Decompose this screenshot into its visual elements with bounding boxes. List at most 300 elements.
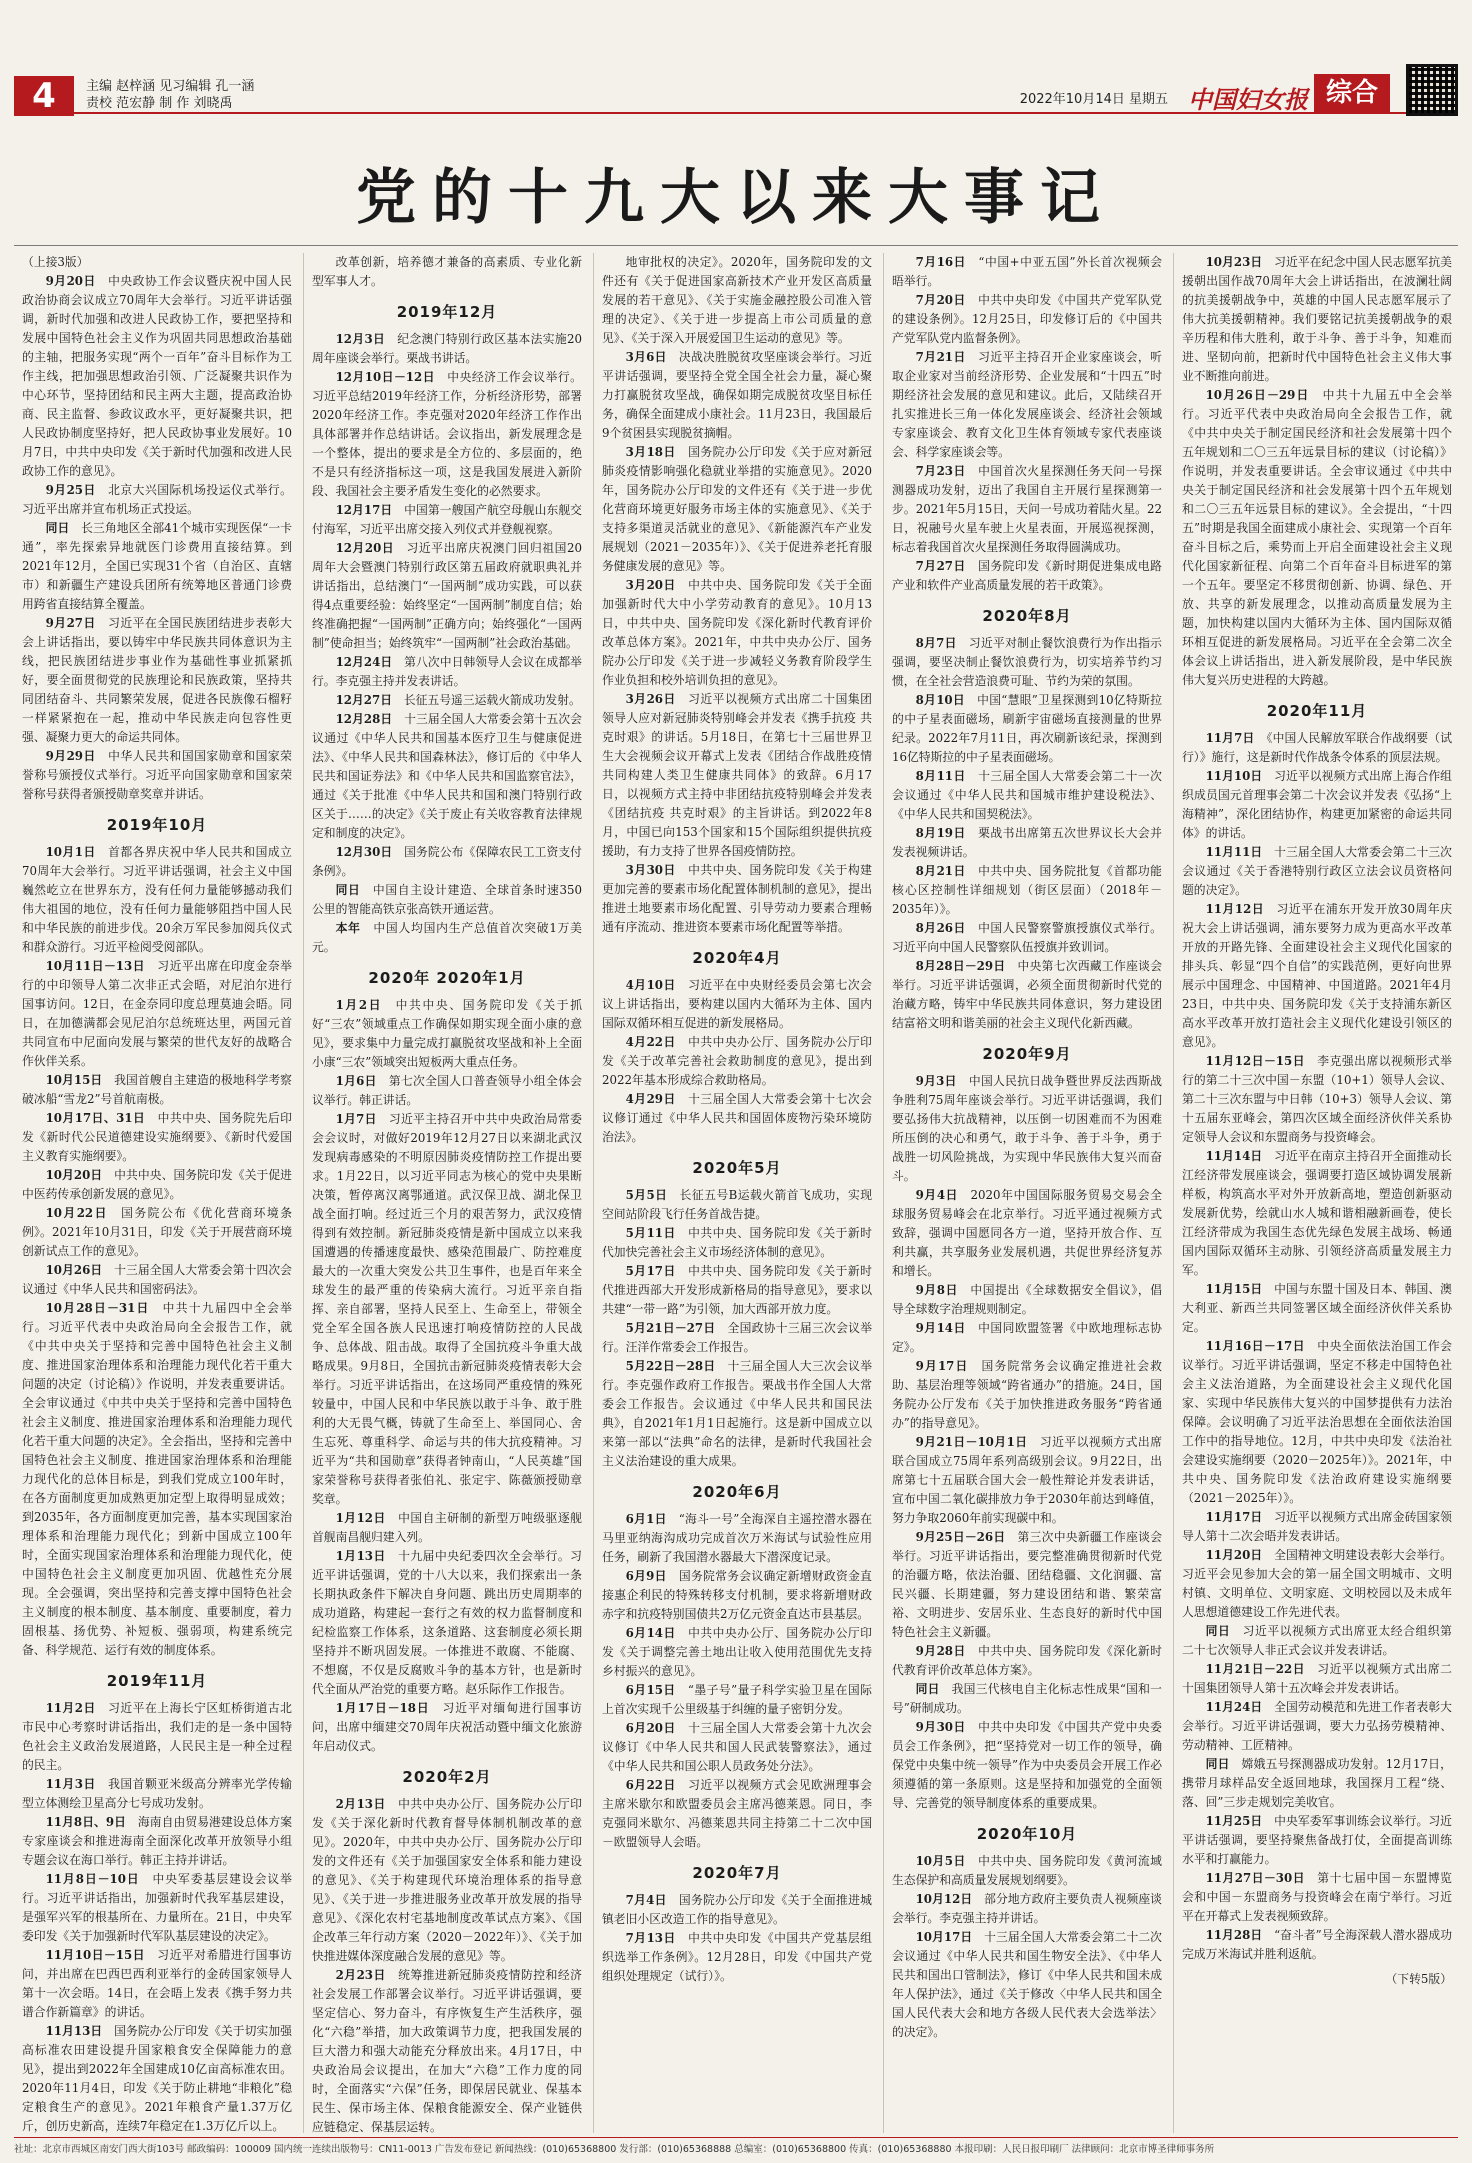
event-text: 中共中央、国务院印发《关于构建更加完善的要素市场化配置体制机制的意见》，提出推进土地要素市场化配置、引导劳动力要素合理畅通有序流动、推进资本要素市场化配置等举措。 (602, 863, 872, 934)
event-text: 中共中央、国务院印发《关于促进中医药传承创新发展的意见》。 (22, 1168, 292, 1201)
event-entry (602, 1510, 872, 1567)
event-text: 中央军委基层建设会议举行。习近平讲话指出，加强新时代我军基层建设，是强军兴军的根基所在、力量所在。21日，中央军委印发《关于加强新时代军队基层建设的决定》。 (22, 1872, 292, 1943)
event-entry (892, 1680, 1162, 1718)
event-entry (22, 747, 292, 804)
event-date: 本年 (335, 921, 374, 935)
event-entry (602, 443, 872, 576)
event-text: 中共中央办公厅、国务院办公厅印发《关于调整完善土地出让收入使用范围优先支持乡村振兴的意见》。 (602, 1626, 872, 1678)
event-entry (312, 539, 582, 653)
event-date: 1月7日 (335, 1112, 389, 1126)
event-text: 北京大兴国际机场投运仪式举行。习近平出席并宣布机场正式投运。 (22, 483, 292, 516)
event-date: 同日 (1205, 1624, 1243, 1638)
event-text: 十三届全国人大常委会第二十三次会议通过《关于香港特别行政区立法会议员资格问题的决定》。 (1182, 845, 1452, 897)
event-entry (1182, 1337, 1452, 1508)
event-entry (1182, 1869, 1452, 1926)
event-text: 习近平主持召开企业家座谈会，听取企业家对当前经济形势、企业发展和“十四五”时期经济社会发展的意见和建议。此后，又陆续召开扎实推进长三角一体化发展座谈会、经济社会领域专家座谈会、教育文化卫生体育领域专家代表座谈会、科学家座谈会等。 (892, 350, 1162, 459)
event-date: 11月8日、9日 (45, 1815, 138, 1829)
event-entry (312, 843, 582, 881)
event-entry (1182, 1280, 1452, 1337)
event-text: 习近平在中央财经委员会第七次会议上讲话指出，要构建以国内大循环为主体、国内国际双循环相互促进的新发展格局。 (602, 978, 872, 1030)
event-text: 习近平对制止餐饮浪费行为作出指示强调，要坚决制止餐饮浪费行为，切实培养节约习惯，在全社会营造浪费可耻、节约为荣的氛围。 (892, 636, 1162, 688)
event-entry (602, 1719, 872, 1776)
event-text: 决战决胜脱贫攻坚座谈会举行。习近平讲话强调，要坚持全党全国全社会力量，凝心聚力打赢脱贫攻坚战，确保如期完成脱贫攻坚目标任务，确保全面建成小康社会。11月23日，我国最后9个贫困县实现脱贫摘帽。 (602, 350, 872, 440)
event-date: 4月29日 (625, 1092, 689, 1106)
event-date: 11月10日－15日 (45, 1948, 158, 1962)
event-date: 1月17日－18日 (335, 1701, 443, 1715)
event-text: 十三届全国人大三次会议举行。李克强作政府工作报告。栗战书作全国人大常委会工作报告。会议通过《中华人民共和国民法典》，自2021年1月1日起施行。这是新中国成立以来第一部以“法典”命名的法律，是新时代我国社会主义法治建设的重大成果。 (602, 1359, 872, 1468)
footer-rule (14, 2137, 1458, 2138)
event-entry (892, 767, 1162, 824)
event-date: 12月17日 (335, 503, 405, 517)
event-date: 10月22日 (45, 1206, 122, 1220)
event-entry (22, 1166, 292, 1204)
newspaper-logo: 中国妇女报 (1188, 85, 1308, 114)
event-text: 纪念澳门特别行政区基本法实施20周年座谈会举行。栗战书讲话。 (312, 332, 582, 365)
event-entry (892, 557, 1162, 595)
event-date: 2月13日 (335, 1797, 399, 1811)
event-text: 中国第一艘国产航空母舰山东舰交付海军，习近平出席交接入列仪式并登舰视察。 (312, 503, 582, 536)
event-date: 6月14日 (625, 1626, 689, 1640)
event-text: 习近平对缅甸进行国事访问，出席中缅建交70周年庆祝活动暨中缅文化旅游年启动仪式。 (312, 1701, 582, 1753)
event-date: 8月11日 (915, 769, 979, 783)
event-date: 9月8日 (915, 1283, 971, 1297)
event-entry (1182, 253, 1452, 386)
event-text: 第三次中央新疆工作座谈会举行。习近平讲话指出，要完整准确贯彻新时代党的治疆方略，依法治疆、团结稳疆、文化润疆、富民兴疆、长期建疆，努力建设团结和谐、繁荣富裕、文明进步、安居乐业、生态良好的新时代中国特色社会主义新疆。 (892, 1530, 1162, 1639)
event-entry (1182, 1546, 1452, 1622)
event-entry (22, 1775, 292, 1813)
event-date: 11月3日 (45, 1777, 109, 1791)
event-text: 中央第七次西藏工作座谈会举行。习近平讲话强调，必须全面贯彻新时代党的治藏方略，铸牢中华民族共同体意识，努力建设团结富裕文明和谐美丽的社会主义现代化新西藏。 (892, 959, 1162, 1030)
event-date: 10月23日 (1205, 255, 1275, 269)
event-text: 习近平在全国民族团结进步表彰大会上讲话指出，要以铸牢中华民族共同体意识为主线，把民族团结进步事业作为基础性事业抓紧抓好，要全面贯彻党的民族理论和民族政策，坚持共同团结奋斗、共同繁荣发展，促进各民族像石榴籽一样紧紧抱在一起，推动中华民族走向包容性更强、凝聚力更大的命运共同体。 (22, 616, 292, 744)
event-date: 7月27日 (915, 559, 979, 573)
event-date: 8月19日 (915, 826, 979, 840)
column-4 (892, 253, 1162, 2133)
event-text: 我国首艘自主建造的极地科学考察破冰船“雪龙2”号首航南极。 (22, 1073, 292, 1106)
event-date: 11月25日 (1205, 1814, 1275, 1828)
event-date: 8月10日 (915, 693, 978, 707)
event-entry (22, 1109, 292, 1166)
event-text: 国务院公布《保障农民工工资支付条例》。 (312, 845, 582, 878)
event-text: 中共中央印发《中国共产党基层组织选举工作条例》。12月28日，印发《中国共产党组织处理规定（试行）》。 (602, 1931, 872, 1983)
event-date: 8月21日 (915, 864, 979, 878)
event-entry (1182, 1926, 1452, 1964)
event-text: 习近平对希腊进行国事访问，并出席在巴西巴西利亚举行的金砖国家领导人第十一次会晤。14日，在会晤上发表《携手努力共谱合作新篇章》的讲话。 (22, 1948, 292, 2019)
event-entry (22, 2022, 292, 2133)
event-entry (312, 881, 582, 919)
event-date: 5月17日 (625, 1264, 689, 1278)
event-text: 中共中央、国务院印发《关于抓好“三农”领域重点工作确保如期实现全面小康的意见》，要求集中力量完成打赢脱贫攻坚战和补上全面小康“三农”领域突出短板两大重点任务。 (312, 998, 582, 1069)
event-entry (22, 1813, 292, 1870)
event-text: 嫦娥五号探测器成功发射。12月17日，携带月球样品安全返回地球，我国探月工程“绕、落、回”三步走规划完美收官。 (1182, 1757, 1452, 1809)
event-text: 中共十九届四中全会举行。习近平代表中央政治局向全会报告工作，就《中共中央关于坚持和完善中国特色社会主义制度、推进国家治理体系和治理能力现代化若干重大问题的决定（讨论稿）》作说明，并发表重要讲话。全会审议通过《中共中央关于坚持和完善中国特色社会主义制度、推进国家治理体系和治理能力现代化若干重大问题的决定》。全会指出，坚持和完善中国特色社会主义制度、推进国家治理体系和治理能力现代化的总体目标是，到我们党成立100年时，在各方面制度更加成熟更加定型上取得明显成效；到2035年，各方面制度更加完善，基本实现国家治理体系和治理能力现代化；到新中国成立100年时，全面实现国家治理体系和治理能力现代化，使中国特色社会主义制度更加巩固、优越性充分展现。全会强调，突出坚持和完善支撑中国特色社会主义制度的根本制度、基本制度、重要制度，着力固根基、扬优势、补短板、强弱项，构建系统完备、科学规范、运行有效的制度体系。 (22, 1301, 292, 1657)
event-entry (22, 614, 292, 747)
event-date: 9月28日 (915, 1644, 979, 1658)
event-date: 6月20日 (625, 1721, 689, 1735)
date-heading: 2019年11月 (106, 1672, 208, 1690)
event-text: 中共中央、国务院印发《关于全面加强新时代大中小学劳动教育的意见》。10月13日，中共中央、国务院印发《深化新时代教育评价改革总体方案》。2021年，中共中央办公厅、国务院办公厅印发《关于进一步减轻义务教育阶段学生作业负担和校外培训负担的意见》。 (602, 578, 872, 687)
event-text: 海南自由贸易港建设总体方案专家座谈会和推进海南全面深化改革开放领导小组专题会议在海口举行。韩正主持并讲话。 (22, 1815, 292, 1867)
event-text: 习近平以视频方式出席亚太经合组织第二十七次领导人非正式会议并发表讲话。 (1182, 1624, 1452, 1657)
event-entry (312, 653, 582, 691)
event-text: 国务院办公厅印发《关于全面推进城镇老旧小区改造工作的指导意见》。 (602, 1893, 872, 1926)
event-text: 中共中央、国务院印发《关于新时代推进西部大开发形成新格局的指导意见》，要求以共建“一带一路”为引领，加大西部开放力度。 (602, 1264, 872, 1316)
event-date: 11月20日 (1205, 1548, 1275, 1562)
event-date: 11月8日－10日 (45, 1872, 153, 1886)
event-entry (602, 576, 872, 690)
event-text: 十三届全国人大常委会第十七次会议修订通过《中华人民共和国固体废物污染环境防治法》。 (602, 1092, 872, 1144)
event-date: 11月16日－17日 (1205, 1339, 1318, 1353)
event-text: 中国人民警察警旗授旗仪式举行。习近平向中国人民警察队伍授旗并致训词。 (892, 921, 1162, 954)
event-date: 同日 (45, 521, 82, 535)
event-text: 习近平以视频方式出席二十国集团领导人第十五次峰会并发表讲话。 (1182, 1662, 1452, 1695)
event-text: 中共中央印发《中国共产党中央委员会工作条例》，把“坚持党对一切工作的领导，确保党中央集中统一领导”作为中央委员会开展工作必须遵循的第一条原则。这是坚持和加强党的全面领导、完善党的领导制度体系的重要成果。 (892, 1720, 1162, 1810)
event-text: 中共中央、国务院批复《首都功能核心区控制性详细规划（街区层面）（2018年－2035年）》。 (892, 864, 1162, 916)
event-date: 9月3日 (915, 1074, 969, 1088)
event-entry (22, 1870, 292, 1946)
page-number: 4 (14, 76, 74, 116)
continuation-text: 改革创新，培养德才兼备的高素质、专业化新型军事人才。 (312, 255, 582, 288)
date-heading: 2020年11月 (1266, 702, 1368, 720)
event-text: “海斗一号”全海深自主遥控潜水器在马里亚纳海沟成功完成首次万米海试与试验性应用任务，刷新了我国潜水器最大下潜深度记录。 (602, 1512, 872, 1564)
event-date: 同日 (335, 883, 373, 897)
event-date: 1月13日 (335, 1549, 399, 1563)
event-text: 中共中央办公厅、国务院办公厅印发《关于深化新时代教育督导体制机制改革的意见》。2020年，中共中央办公厅、国务院办公厅印发的文件还有《关于加强国家安全体系和能力建设的意见》、《关于构建现代环境治理体系的指导意见》、《关于进一步推进服务业改革开放发展的指导意见》、《深化农村宅基地制度改革试点方案》、《国企改革三年行动方案（2020－2022年）》、《关于加快推进媒体深度融合发展的意见》等。 (312, 1797, 582, 1963)
event-entry (1182, 767, 1452, 843)
event-entry (22, 272, 292, 481)
event-date: 3月6日 (625, 350, 679, 364)
date-heading: 2020年5月 (692, 1159, 782, 1177)
event-entry (22, 843, 292, 957)
event-entry (602, 1186, 872, 1224)
event-date: 6月15日 (625, 1683, 688, 1697)
headline-rule (14, 245, 1458, 246)
event-text: 习近平以视频方式会见欧洲理事会主席米歇尔和欧盟委员会主席冯德莱恩。同日，李克强同米歇尔、冯德莱恩共同主持第二十二次中国－欧盟领导人会晤。 (602, 1778, 872, 1849)
event-entry (22, 1299, 292, 1660)
event-date: 2月23日 (335, 1968, 399, 1982)
event-date: 5月11日 (625, 1226, 689, 1240)
event-entry (602, 1681, 872, 1719)
event-text: 十九届中央纪委四次全会举行。习近平讲话强调，党的十八大以来，我们探索出一条长期执政条件下解决自身问题、跳出历史周期率的成功道路，构建起一套行之有效的权力监督制度和纪检监察工作体系，这条道路、这套制度必须长期坚持并不断巩固发展。一体推进不敢腐、不能腐、不想腐，不仅是反腐败斗争的基本方针，也是新时代全面从严治党的重要方略。赵乐际作工作报告。 (312, 1549, 582, 1696)
event-date: 1月2日 (335, 998, 396, 1012)
event-text: 习近平在南京主持召开全面推动长江经济带发展座谈会，强调要打造区域协调发展新样板，构筑高水平对外开放新高地，塑造创新驱动发展新优势，绘就山水人城和谐相融新画卷，使长江经济带成为我国生态优先绿色发展主战场、畅通国内国际双循环主动脉、引领经济高质量发展主力军。 (1182, 1149, 1452, 1277)
event-entry (22, 957, 292, 1071)
event-date: 5月5日 (625, 1188, 680, 1202)
date-heading: 2020年7月 (692, 1864, 782, 1882)
event-date: 10月26日 (45, 1263, 115, 1277)
event-text: 中国人民抗日战争暨世界反法西斯战争胜利75周年座谈会举行。习近平讲话强调，我们要弘扬伟大抗战精神，以压倒一切困难而不为困难所压倒的决心和勇气，敢于斗争、善于斗争，勇于战胜一切风险挑战，为实现中华民族伟大复兴而奋斗。 (892, 1074, 1162, 1183)
date-heading: 2020年8月 (982, 607, 1072, 625)
event-text: 长征五号B运载火箭首飞成功，实现空间站阶段飞行任务首战告捷。 (602, 1188, 872, 1221)
event-text: 中共中央、国务院印发《黄河流域生态保护和高质量发展规划纲要》。 (892, 1854, 1162, 1887)
event-text: 习近平以视频方式出席金砖国家领导人第十二次会晤并发表讲话。 (1182, 1510, 1452, 1543)
event-text: 中共中央、国务院印发《深化新时代教育评价改革总体方案》。 (892, 1644, 1162, 1677)
event-date: 5月22日－28日 (625, 1359, 728, 1373)
event-entry (892, 253, 1162, 291)
event-date: 10月20日 (45, 1168, 115, 1182)
event-text: 2020年中国国际服务贸易交易会全球服务贸易峰会在北京举行。习近平通过视频方式致辞，强调中国愿同各方一道，坚持开放合作、互利共赢，共享服务业发展机遇，共促世界经济复苏和增长。 (892, 1188, 1162, 1278)
event-entry (312, 1699, 582, 1756)
event-text: 习近平在浦东开发开放30周年庆祝大会上讲话强调，浦东要努力成为更高水平改革开放的开路先锋、全面建设社会主义现代化国家的排头兵、彰显“四个自信”的实践范例，更好向世界展示中国理念、中国精神、中国道路。2021年4月23日，中共中央、国务院印发《关于支持浦东新区高水平改革开放打造社会主义现代化建设引领区的意见》。 (1182, 902, 1452, 1049)
event-date: 11月14日 (1205, 1149, 1275, 1163)
event-entry (1182, 1508, 1452, 1546)
event-entry (892, 957, 1162, 1033)
event-entry (1182, 1052, 1452, 1147)
event-entry (1182, 843, 1452, 900)
event-text: 国务院办公厅印发《关于切实加强高标准农田建设提升国家粮食安全保障能力的意见》，提出到2022年全国建成10亿亩高标准农田。2020年11月4日，印发《关于防止耕地“非粮化”稳定粮食生产的意见》。2021年粮食产量1.37万亿斤，创历史新高，连续7年稳定在1.3万亿斤以上。 (22, 2024, 292, 2133)
event-text: 中共中央、国务院印发《关于新时代加快完善社会主义市场经济体制的意见》。 (602, 1226, 872, 1259)
date-heading: 2020年 2020年1月 (368, 969, 526, 987)
event-text: 长三角地区全部41个城市实现医保“一卡通”，率先探索异地就医门诊费用直接结算。到2021年12月，全国已实现31个省（自治区、直辖市）和新疆生产建设兵团所有统筹地区普通门诊费用跨省直接结算全覆盖。 (22, 521, 292, 611)
event-date: 10月26日－29日 (1205, 388, 1323, 402)
event-entry (892, 1319, 1162, 1357)
event-entry (312, 996, 582, 1072)
event-text: 国务院常务会议确定新增财政资金直接惠企利民的特殊转移支付机制，要求将新增财政赤字和抗疫特别国债共2万亿元资金直达市县基层。 (602, 1569, 872, 1621)
event-entry (1182, 1755, 1452, 1812)
event-text: 全国劳动模范和先进工作者表彰大会举行。习近平讲话强调，要大力弘扬劳模精神、劳动精神、工匠精神。 (1182, 1700, 1452, 1752)
event-text: 全国精神文明建设表彰大会举行。习近平会见参加大会的第一届全国文明城市、文明村镇、文明单位、文明家庭、文明校园以及未成年人思想道德建设工作先进代表。 (1182, 1548, 1452, 1619)
event-date: 6月9日 (625, 1569, 679, 1583)
event-date: 11月21日－22日 (1205, 1662, 1318, 1676)
event-text: 李克强出席以视频形式举行的第二十三次中国－东盟（10+1）领导人会议、第二十三次东盟与中日韩（10+3）领导人会议、第十五届东亚峰会，第四次区域全面经济伙伴关系协定领导人会议和东盟商务与投资峰会。 (1182, 1054, 1452, 1144)
event-text: 中共中央、国务院先后印发《新时代公民道德建设实施纲要》、《新时代爱国主义教育实施纲要》。 (22, 1111, 292, 1163)
event-entry (22, 1699, 292, 1775)
date-heading: 2019年12月 (396, 303, 498, 321)
event-entry (602, 1357, 872, 1471)
event-entry (312, 330, 582, 368)
event-text: 中国自主设计建造、全球首条时速350公里的智能高铁京张高铁开通运营。 (312, 883, 582, 916)
column-1 (22, 253, 292, 2133)
event-entry (602, 1224, 872, 1262)
event-text: 习近平出席庆祝澳门回归祖国20周年大会暨澳门特别行政区第五届政府就职典礼并讲话指出，总结澳门“一国两制”成功实践，可以获得4点重要经验：始终坚定“一国两制”制度自信；始终准确把握“一国两制”正确方向；始终强化“一国两制”使命担当；始终筑牢“一国两制”社会政治基础。 (312, 541, 582, 650)
event-date: 12月10日－12日 (335, 370, 448, 384)
event-date: 6月22日 (625, 1778, 689, 1792)
event-date: 4月10日 (625, 978, 689, 992)
event-date: 9月30日 (915, 1720, 979, 1734)
event-date: 11月2日 (45, 1701, 109, 1715)
event-entry (892, 691, 1162, 767)
event-entry (602, 1090, 872, 1147)
event-entry (602, 1624, 872, 1681)
event-text: 十三届全国人大常委会第二十一次会议通过《中华人民共和国城市维护建设税法》、《中华人民共和国契税法》。 (892, 769, 1162, 821)
event-date: 9月20日 (45, 274, 109, 288)
event-entry (892, 1718, 1162, 1813)
event-text: 习近平以视频方式出席联合国成立75周年系列高级别会议。9月22日，出席第七十五届联合国大会一般性辩论并发表讲话，宣布中国二氧化碳排放力争于2030年前达到峰值，努力争取2060年前实现碳中和。 (892, 1435, 1162, 1525)
event-date: 同日 (915, 1682, 952, 1696)
event-text: 首都各界庆祝中华人民共和国成立70周年大会举行。习近平讲话强调，社会主义中国巍然屹立在世界东方，没有任何力量能够撼动我们伟大祖国的地位，没有任何力量能够阻挡中国人民和中华民族的前进步伐。20余万军民参加阅兵仪式和群众游行。习近平检阅受阅部队。 (22, 845, 292, 954)
event-date: 10月11日－13日 (45, 959, 158, 973)
event-date: 11月11日 (1205, 845, 1275, 859)
event-text: 中共中央印发《中国共产党军队党的建设条例》。12月25日，印发修订后的《中国共产党军队党内监督条例》。 (892, 293, 1162, 345)
event-entry (602, 976, 872, 1033)
event-date: 12月30日 (335, 845, 405, 859)
event-entry (602, 1567, 872, 1624)
event-entry (312, 691, 582, 710)
event-date: 9月4日 (915, 1188, 971, 1202)
event-date: 12月3日 (335, 332, 398, 346)
event-entry (602, 1776, 872, 1852)
event-date: 8月26日 (915, 921, 979, 935)
event-entry (892, 1433, 1162, 1528)
event-text: 第七次全国人口普查领导小组全体会议举行。韩正讲话。 (312, 1074, 582, 1107)
event-entry (892, 919, 1162, 957)
event-date: 7月21日 (915, 350, 979, 364)
event-entry (1182, 729, 1452, 767)
event-date: 9月17日 (915, 1359, 982, 1373)
event-text: 我国三代核电自主化标志性成果“国和一号”研制成功。 (892, 1682, 1162, 1715)
event-date: 12月20日 (335, 541, 407, 555)
event-entry (892, 634, 1162, 691)
event-entry (312, 1966, 582, 2133)
event-entry (892, 462, 1162, 557)
event-date: 9月25日 (45, 483, 109, 497)
event-date: 10月5日 (915, 1854, 979, 1868)
column-2 (312, 253, 582, 2133)
event-text: 我国首颗亚米级高分辨率光学传输型立体测绘卫星高分七号成功发射。 (22, 1777, 292, 1810)
event-entry (1182, 1812, 1452, 1869)
event-text: 统筹推进新冠肺炎疫情防控和经济社会发展工作部署会议举行。习近平讲话强调，要坚定信心、努力奋斗，有序恢复生产生活秩序，强化“六稳”举措，加大政策调节力度，把我国发展的巨大潜力和强大动能充分释放出来。4月17日，中央政治局会议提出，在加大“六稳”工作力度的同时，全面落实“六保”任务，即保居民就业、保基本民生、保市场主体、保粮食能源安全、保产业链供应链稳定、保基层运转。 (312, 1968, 582, 2133)
event-entry (892, 348, 1162, 462)
event-entry (892, 1357, 1162, 1433)
event-date: 8月28日－29日 (915, 959, 1018, 973)
event-text: 习近平在纪念中国人民志愿军抗美援朝出国作战70周年大会上讲话指出，在波澜壮阔的抗美援朝战争中，英雄的中国人民志愿军展示了伟大抗美援朝精神。我们要铭记抗美援朝战争的艰辛历程和伟大胜利，敢于斗争、善于斗争，知难而进、坚韧向前，把新时代中国特色社会主义伟大事业不断推向前进。 (1182, 255, 1452, 383)
qr-code-icon (1406, 64, 1458, 116)
event-entry (22, 1261, 292, 1299)
event-entry (1182, 1698, 1452, 1755)
event-entry (602, 1262, 872, 1319)
event-text: 习近平出席在印度金奈举行的中印领导人第二次非正式会晤，对尼泊尔进行国事访问。12日，在金奈同印度总理莫迪会晤。同日，在加德满都会见尼泊尔总统班达里，两国元首共同宣布中尼面向发展与繁荣的世代友好的战略合作伙伴关系。 (22, 959, 292, 1068)
event-text: 中国首次火星探测任务天问一号探测器成功发射，迈出了我国自主开展行星探测第一步。2021年5月15日，天问一号成功着陆火星。22日，祝融号火星车驶上火星表面，开展巡视探测，标志着我国首次火星探测任务取得圆满成功。 (892, 464, 1162, 554)
date-heading: 2020年4月 (692, 949, 782, 967)
event-date: 1月12日 (335, 1511, 399, 1525)
event-text: “墨子号”量子科学实验卫星在国际上首次实现千公里级基于纠缠的量子密钥分发。 (602, 1683, 872, 1716)
event-date: 11月28日 (1205, 1928, 1275, 1942)
event-text: 十三届全国人大常委会第十九次会议修订《中华人民共和国人民武装警察法》，通过《中华人民共和国公职人员政务处分法》。 (602, 1721, 872, 1773)
headline: 党的十九大以来大事记 (356, 163, 1116, 233)
event-date: 11月12日－15日 (1205, 1054, 1318, 1068)
event-text: 习近平主持召开中共中央政治局常委会会议时，对做好2019年12月27日以来湖北武汉发现病毒感染的不明原因肺炎疫情防控工作提出要求。1月22日，以习近平同志为核心的党中央果断决策，暂停离汉离鄂通道。武汉保卫战、湖北保卫战全面打响。经过近三个月的艰苦努力，武汉疫情得到有效控制。新冠肺炎疫情是新中国成立以来我国遭遇的传播速度最快、感染范围最广、防控难度最大的一次重大突发公共卫生事件，也是百年来全球发生的最严重的传染病大流行。习近平亲自指挥、亲自部署，坚持人民至上、生命至上，带领全党全军全国各族人民迅速打响疫情防控的人民战争、总体战、阻击战。取得了全国抗疫斗争重大战略成果。9月8日，全国抗击新冠肺炎疫情表彰大会举行。习近平讲话指出，在这场同严重疫情的殊死较量中，中国人民和中华民族以敢于斗争、敢于胜利的大无畏气概，铸就了生命至上、举国同心、舍生忘死、尊重科学、命运与共的伟大抗疫精神。习近平为“共和国勋章”获得者钟南山，“人民英雄”国家荣誉称号获得者张伯礼、张定宇、陈薇颁授勋章奖章。 (312, 1112, 582, 1506)
event-date: 3月18日 (625, 445, 689, 459)
column-divider (303, 253, 304, 2133)
column-3 (602, 253, 872, 2133)
event-text: 中央军委军事训练会议举行。习近平讲话强调，要坚持聚焦备战打仗，全面提高训练水平和打赢能力。 (1182, 1814, 1452, 1866)
event-date: 9月21日－10月1日 (915, 1435, 1040, 1449)
event-date: 11月13日 (45, 2024, 115, 2038)
event-date: 6月1日 (625, 1512, 679, 1526)
date-heading: 2019年10月 (106, 816, 208, 834)
event-text: 中华人民共和国国家勋章和国家荣誉称号颁授仪式举行。习近平向国家勋章和国家荣誉称号获得者颁授勋章奖章并讲话。 (22, 749, 292, 801)
event-text: 中国“慧眼”卫星探测到10亿特斯拉的中子星表面磁场，刷新宇宙磁场直接测量的世界纪录。2022年7月11日，再次刷新该纪录，探测到16亿特斯拉的中子星表面磁场。 (892, 693, 1162, 764)
event-entry (892, 1852, 1162, 1890)
issue-date: 2022年10月14日 星期五 (1019, 92, 1168, 107)
event-entry (312, 1547, 582, 1699)
continuation-text: （下转5版） (1385, 1972, 1452, 1986)
event-text: 习近平以视频方式出席二十国集团领导人应对新冠肺炎特别峰会并发表《携手抗疫 共克时艰》的讲话。5月18日，在第七十三届世界卫生大会视频会议开幕式上发表《团结合作战胜疫情 共同构建人类卫生健康共同体》的致辞。6月17日，以视频方式主持中非团结抗疫特别峰会并发表《团结抗疫 共克时艰》的主旨讲话。到2022年8月，中国已向153个国家和15个国际组织提供抗疫援助，有力支持了世界各国疫情防控。 (602, 692, 872, 858)
event-text: 中共中央办公厅、国务院办公厅印发《关于改革完善社会救助制度的意见》，提出到2022年基本形成综合救助格局。 (602, 1035, 872, 1087)
event-text: 十三届全国人大常委会第二十二次会议通过《中华人民共和国生物安全法》、《中华人民共和国出口管制法》，修订《中华人民共和国未成年人保护法》，通过《关于修改〈中华人民共和国全国人民代表大会和地方各级人民代表大会选举法〉的决定》。 (892, 1930, 1162, 2039)
event-text: 中国自主研制的新型万吨级驱逐舰首舰南昌舰归建入列。 (312, 1511, 582, 1544)
event-entry (892, 1186, 1162, 1281)
event-date: 11月12日 (1205, 902, 1277, 916)
event-date: 11月7日 (1205, 731, 1267, 745)
event-entry (892, 824, 1162, 862)
event-date: 11月24日 (1205, 1700, 1275, 1714)
event-entry (892, 862, 1162, 919)
event-entry (602, 1033, 872, 1090)
event-entry (312, 919, 582, 957)
event-text: 中国人均国内生产总值首次突破1万美元。 (312, 921, 582, 954)
event-date: 11月17日 (1205, 1510, 1275, 1524)
event-text: 国务院印发《新时期促进集成电路产业和软件产业高质量发展的若干政策》。 (892, 559, 1162, 592)
event-date: 9月25日－26日 (915, 1530, 1018, 1544)
event-entry (312, 710, 582, 843)
event-entry (602, 861, 872, 937)
event-text: 部分地方政府主要负责人视频座谈会举行。李克强主持并讲话。 (892, 1892, 1162, 1925)
event-entry (1182, 386, 1452, 690)
event-entry (22, 1071, 292, 1109)
event-text: 第八次中日韩领导人会议在成都举行。李克强主持并发表讲话。 (312, 655, 582, 688)
editors-line-1: 主编 赵梓涵 见习编辑 孔一涵 (86, 79, 255, 94)
event-text: 栗战书出席第五次世界议长大会并发表视频讲话。 (892, 826, 1162, 859)
event-entry (312, 1795, 582, 1966)
event-entry (312, 501, 582, 539)
event-date: 10月15日 (45, 1073, 115, 1087)
event-entry (892, 1928, 1162, 2042)
event-date: 7月16日 (915, 255, 979, 269)
event-text: 中共十九届五中全会举行。习近平代表中央政治局向全会报告工作，就《中共中央关于制定国民经济和社会发展第十四个五年规划和二〇三五年远景目标的建议（讨论稿）》作说明，并发表重要讲话。全会审议通过《中共中央关于制定国民经济和社会发展第十四个五年规划和二〇三五年远景目标的建议》。全会提出，“十四五”时期是我国全面建成小康社会、实现第一个百年奋斗目标之后，乘势而上开启全面建设社会主义现代化国家新征程、向第二个百年奋斗目标进军的第一个五年。要坚定不移贯彻创新、协调、绿色、开放、共享的新发展理念，以推动高质量发展为主题，加快构建以国内大循环为主体、国内国际双循环相互促进的新发展格局。习近平在全会第二次全体会议上讲话指出，进入新发展阶段，是中华民族伟大复兴历史进程的大跨越。 (1182, 388, 1452, 687)
event-text: 习近平以视频方式出席上海合作组织成员国元首理事会第二十次会议并发表《弘扬“上海精神”，深化团结协作，构建更加紧密的命运共同体》的讲话。 (1182, 769, 1452, 840)
event-text: 国务院常务会议确定推进社会救助、基层治理等领域“跨省通办”的措施。24日，国务院办公厅发布《关于加快推进政务服务“跨省通办”的指导意见》。 (892, 1359, 1162, 1430)
event-date: 12月24日 (335, 655, 405, 669)
column-divider (1173, 253, 1174, 2133)
event-text: 十三届全国人大常委会第十四次会议通过《中华人民共和国密码法》。 (22, 1263, 292, 1296)
column-divider (593, 253, 594, 2133)
event-entry (892, 1890, 1162, 1928)
event-date: 3月20日 (625, 578, 689, 592)
column-5 (1182, 253, 1452, 2133)
event-entry (312, 368, 582, 501)
page-header (14, 78, 1458, 114)
date-heading: 2020年2月 (402, 1768, 492, 1786)
event-text: 中央全面依法治国工作会议举行。习近平讲话强调，坚定不移走中国特色社会主义法治道路，为全面建设社会主义现代化国家、实现中华民族伟大复兴的中国梦提供有力法治保障。会议明确了习近平法治思想在全面依法治国工作中的指导地位。12月，中共中央印发《法治社会建设实施纲要（2020－2025年）》。2021年，中共中央、国务院印发《法治政府建设实施纲要（2021－2025年）》。 (1182, 1339, 1452, 1505)
event-entry (22, 519, 292, 614)
event-date: 9月29日 (45, 749, 109, 763)
event-entry (892, 1528, 1162, 1642)
event-text: 中国提出《全球数据安全倡议》，倡导全球数字治理规则制定。 (892, 1283, 1162, 1316)
event-entry (602, 690, 872, 861)
event-date: 5月21日－27日 (625, 1321, 728, 1335)
event-entry (892, 1281, 1162, 1319)
event-date: 7月20日 (915, 293, 979, 307)
event-entry (22, 1946, 292, 2022)
event-date: 10月1日 (45, 845, 109, 859)
event-text: 习近平在上海长宁区虹桥街道古北市民中心考察时讲话指出，我们走的是一条中国特色社会主义政治发展道路，人民民主是一种全过程的民主。 (22, 1701, 292, 1772)
date-heading: 2020年6月 (692, 1483, 782, 1501)
event-entry (312, 1110, 582, 1509)
event-text: 中央政协工作会议暨庆祝中国人民政治协商会议成立70周年大会举行。习近平讲话强调，新时代加强和改进人民政协工作，要把坚持和发展中国特色社会主义作为巩固共同思想政治基础的主轴，把服务实现“两个一百年”奋斗目标作为工作主线，把加强思想政治引领、广泛凝聚共识作为中心环节，坚持团结和民主两大主题，提高政治协商、民主监督、参政议政水平，更好凝聚共识，把人民政协制度坚持好，把人民政协事业发展好。10月7日，中共中央印发《关于新时代加强和改进人民政协工作的意见》。 (22, 274, 292, 478)
event-date: 10月12日 (915, 1892, 985, 1906)
event-entry (602, 1929, 872, 1986)
event-date: 9月27日 (45, 616, 109, 630)
event-date: 7月13日 (625, 1931, 689, 1945)
event-text: 《中国人民解放军联合作战纲要（试行）》施行，这是新时代作战条令体系的顶层法规。 (1182, 731, 1452, 764)
event-text: 第十七届中国－东盟博览会和中国－东盟商务与投资峰会在南宁举行。习近平在开幕式上发表视频致辞。 (1182, 1871, 1452, 1923)
event-text: “奋斗者”号全海深载人潜水器成功完成万米海试并胜利返航。 (1182, 1928, 1452, 1961)
event-entry (1182, 1660, 1452, 1698)
event-entry (602, 1891, 872, 1929)
event-date: 1月6日 (335, 1074, 389, 1088)
event-entry (22, 1204, 292, 1261)
